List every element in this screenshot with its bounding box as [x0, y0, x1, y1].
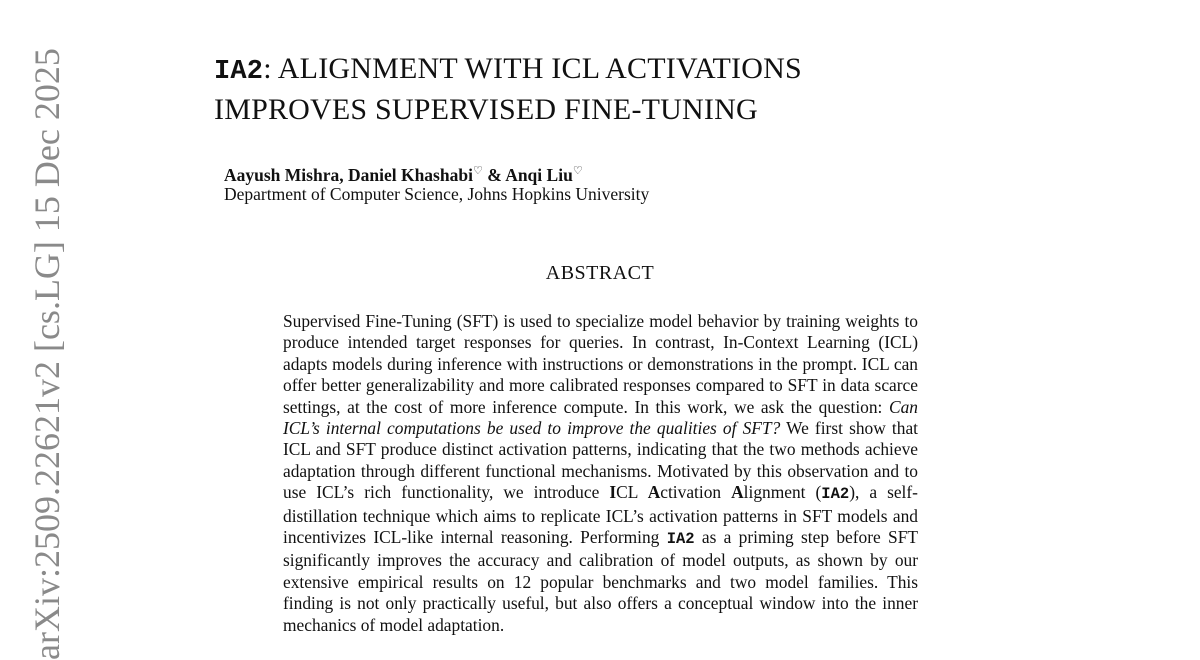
acronym-letter-a: A — [647, 482, 661, 503]
abstract-part-4: as a priming step before SFT significantly improves the accuracy and calibration of model outputs, as shown by our extensive empirical results on 12 popular benchmarks and two model families. This finding is not only practically useful, but also offers a conceptual window into the inner mechanics of model adaptation. — [283, 527, 919, 635]
paper-title — [214, 50, 802, 129]
equal-advising-mark-b: ♡ — [572, 165, 583, 177]
acronym-letter-i: I — [609, 482, 617, 503]
method-name-ia2-second: IA2 — [666, 530, 695, 549]
title-line-1: : ALIGNMENT WITH ICL ACTIVATIONS — [263, 52, 802, 85]
author-names-a: Aayush Mishra, Daniel Khashabi — [224, 165, 473, 185]
acronym-rest-i: CL — [616, 482, 648, 503]
title-acronym: IA2 — [214, 57, 264, 87]
acronym-rest-a: ctivation — [660, 482, 732, 503]
abstract-body — [283, 311, 918, 636]
title-line-2: IMPROVES SUPERVISED FINE-TUNING — [214, 93, 758, 126]
acronym-rest-a2: lignment ( — [743, 482, 822, 503]
arxiv-stamp: arXiv:2509.22621v2 [cs.LG] 15 Dec 2025 — [27, 48, 67, 660]
affiliation: Department of Computer Science, Johns Hopkins University — [224, 184, 650, 204]
author-names-b: & Anqi Liu — [482, 165, 573, 185]
abstract-part-2: We first show that ICL and SFT produce distinct activation patterns, indicating that the two methods achieve adaptation through different functional mechanisms. Motivated by this observation and to use ICL’s rich functionality, we introduce — [283, 418, 918, 503]
method-name-ia2: IA2 — [821, 485, 850, 504]
equal-advising-mark-a: ♡ — [472, 165, 483, 177]
abstract-part-3: ), a self-distillation technique which aims to replicate ICL’s activation patterns in SFT models and incentivizes ICL-like internal reasoning. Performing — [283, 482, 918, 548]
abstract-question: Can ICL’s internal computations be used to improve the qualities of SFT? — [283, 396, 918, 439]
abstract-heading: ABSTRACT — [545, 262, 655, 284]
abstract-part-1: Supervised Fine-Tuning (SFT) is used to specialize model behavior by training weights to produce intended target responses for queries. In contrast, In-Context Learning (ICL) adapts models during inference with instructions or demonstrations in the prompt. ICL can offer better generalizability and more calibrated responses compared to SFT in data scarce settings, at the cost of more inference compute. In this work, we ask the question: — [283, 311, 918, 417]
acronym-letter-a2: A — [731, 482, 744, 503]
